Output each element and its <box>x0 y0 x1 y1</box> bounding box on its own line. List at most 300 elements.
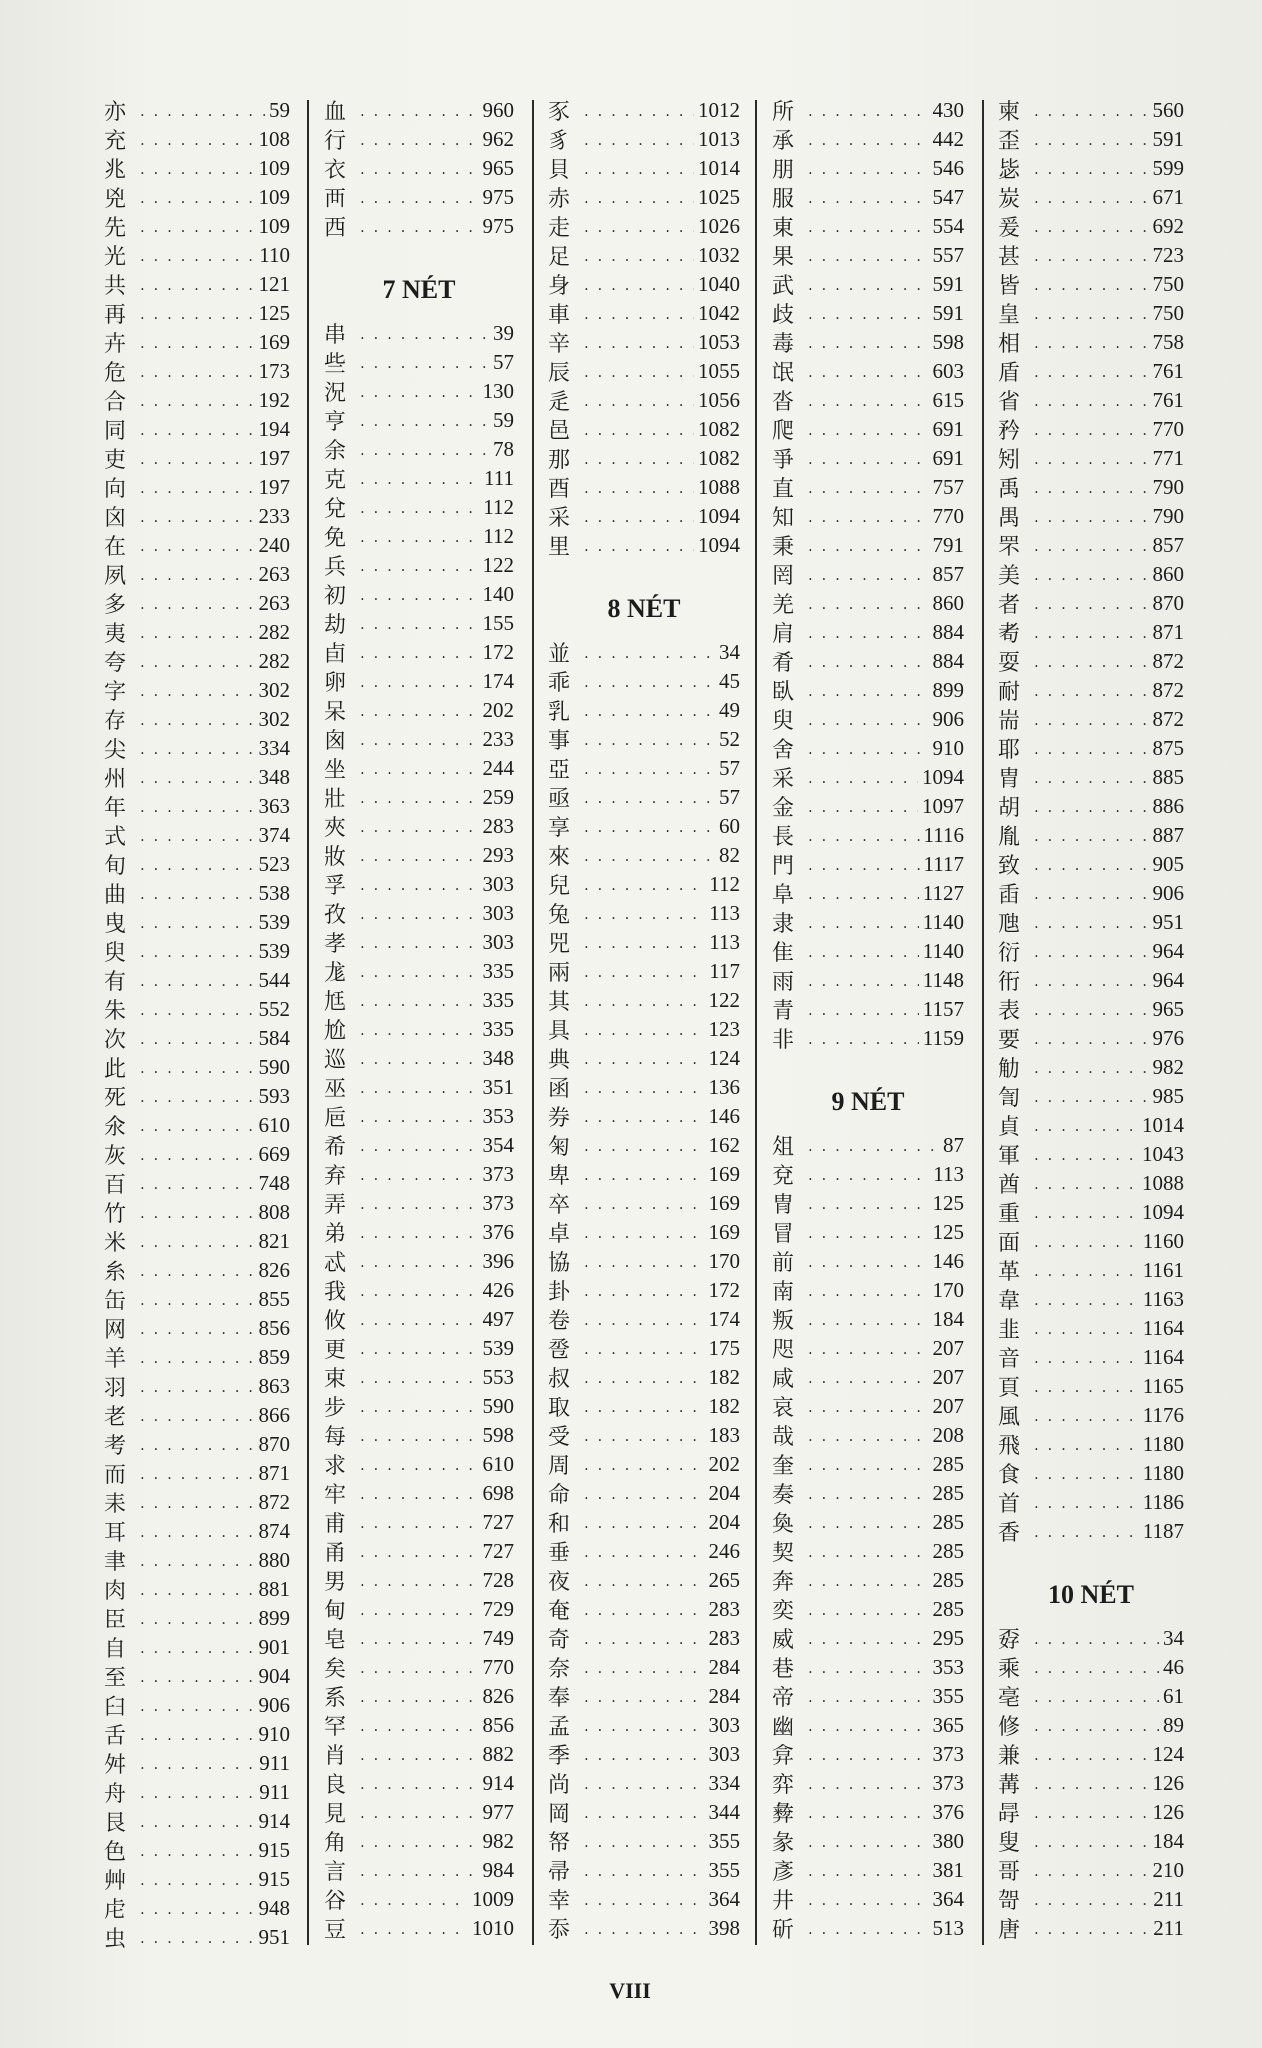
page-reference: 121 <box>258 272 290 296</box>
character: 氓 <box>772 361 795 386</box>
dot-leader <box>808 943 919 961</box>
index-entry <box>104 96 290 125</box>
index-entry <box>772 821 964 850</box>
page-reference: 870 <box>258 1432 290 1456</box>
character: 耳 <box>104 1521 127 1546</box>
page-reference: 295 <box>932 1626 964 1650</box>
character: 長 <box>772 825 795 850</box>
character: 叛 <box>772 1309 795 1334</box>
index-entry <box>104 1111 290 1140</box>
dot-leader <box>1034 537 1149 555</box>
dot-leader <box>1034 1030 1149 1048</box>
character: 冑 <box>772 1193 795 1218</box>
character: 耶 <box>998 738 1021 763</box>
index-entry <box>772 444 964 473</box>
dot-leader <box>140 392 255 410</box>
index-entry <box>548 386 740 415</box>
character: 爭 <box>772 448 795 473</box>
index-entry <box>998 1082 1184 1111</box>
index-entry <box>772 183 964 212</box>
page-reference: 204 <box>708 1510 740 1534</box>
index-entry <box>998 1517 1184 1546</box>
page-reference: 749 <box>482 1626 514 1650</box>
character: 承 <box>772 129 795 154</box>
character: 巫 <box>324 1077 347 1102</box>
index-entry <box>324 754 514 783</box>
page-reference: 355 <box>932 1684 964 1708</box>
character: 匊 <box>548 1135 571 1160</box>
dot-leader <box>584 1891 705 1909</box>
character: 豕 <box>548 100 571 125</box>
character: 光 <box>104 245 127 270</box>
index-entry <box>998 386 1184 415</box>
index-entry <box>998 299 1184 328</box>
character: 隶 <box>772 912 795 937</box>
index-entry <box>324 154 514 183</box>
dot-leader <box>360 789 479 807</box>
index-entry <box>548 1885 740 1914</box>
character: 周 <box>548 1454 571 1479</box>
stroke-count-heading: 9 NÉT <box>831 1087 905 1116</box>
dot-leader <box>808 1891 929 1909</box>
character: 亳 <box>998 1686 1021 1711</box>
page-reference: 108 <box>258 127 290 151</box>
page-reference: 192 <box>258 388 290 412</box>
character: 孚 <box>324 874 347 899</box>
character: 攸 <box>324 1309 347 1334</box>
character: 井 <box>772 1889 795 1914</box>
dot-leader <box>360 934 479 952</box>
dot-leader <box>360 1920 468 1938</box>
dot-leader <box>1034 1775 1149 1793</box>
character: 字 <box>104 680 127 705</box>
index-entry <box>548 986 740 1015</box>
dot-leader <box>1034 566 1149 584</box>
index-entry <box>324 551 514 580</box>
page-reference: 886 <box>1152 794 1184 818</box>
index-entry <box>104 270 290 299</box>
page-reference: 1117 <box>923 852 964 876</box>
dot-leader <box>808 1166 929 1184</box>
index-entry <box>324 212 514 241</box>
dot-leader <box>360 905 479 923</box>
character: 亨 <box>324 410 347 435</box>
index-entry <box>324 986 514 1015</box>
dot-leader <box>140 914 255 932</box>
index-entry <box>772 618 964 647</box>
page-reference: 174 <box>482 669 514 693</box>
index-entry <box>548 1740 740 1769</box>
page-reference: 124 <box>1152 1742 1184 1766</box>
character: 省 <box>998 390 1021 415</box>
dot-leader <box>808 1543 929 1561</box>
page-reference: 960 <box>482 98 514 122</box>
index-entry <box>104 1198 290 1227</box>
index-column-3 <box>548 96 740 1943</box>
dot-leader <box>584 1688 705 1706</box>
index-entry <box>548 1653 740 1682</box>
page-reference: 962 <box>482 127 514 151</box>
character: 尪 <box>324 990 347 1015</box>
dot-leader <box>360 1833 479 1851</box>
index-entry <box>772 1740 964 1769</box>
character: 身 <box>548 274 571 299</box>
dot-leader <box>584 1108 705 1126</box>
page-reference: 344 <box>708 1800 740 1824</box>
page-reference: 57 <box>719 756 740 780</box>
character: 炭 <box>998 187 1021 212</box>
index-entry <box>998 125 1184 154</box>
character: 系 <box>324 1686 347 1711</box>
dot-leader <box>140 1552 255 1570</box>
page-reference: 173 <box>258 359 290 383</box>
index-entry <box>548 1450 740 1479</box>
page-reference: 109 <box>258 156 290 180</box>
character: 皆 <box>998 274 1021 299</box>
page-reference: 552 <box>258 997 290 1021</box>
index-entry <box>324 1885 514 1914</box>
dot-leader <box>584 1398 705 1416</box>
character: 奔 <box>772 1570 795 1595</box>
character: 良 <box>324 1773 347 1798</box>
index-entry <box>324 1798 514 1827</box>
dot-leader <box>808 1601 929 1619</box>
index-entry <box>998 1740 1184 1769</box>
index-entry <box>324 1218 514 1247</box>
character: 服 <box>772 187 795 212</box>
dot-leader <box>808 1369 929 1387</box>
index-entry <box>772 531 964 560</box>
index-entry <box>998 1256 1184 1285</box>
character: 函 <box>548 1077 571 1102</box>
page-reference: 872 <box>1152 707 1184 731</box>
dot-leader <box>808 305 929 323</box>
dot-leader <box>1034 421 1149 439</box>
character: 年 <box>104 796 127 821</box>
dot-leader <box>1034 798 1149 816</box>
index-entry <box>548 957 740 986</box>
index-entry <box>998 1227 1184 1256</box>
index-entry <box>772 647 964 676</box>
page-reference: 1164 <box>1142 1316 1184 1340</box>
stroke-count-heading: 8 NÉT <box>607 594 681 623</box>
index-column-1 <box>104 96 290 1952</box>
character: 坐 <box>324 758 347 783</box>
page-reference: 61 <box>1163 1684 1184 1708</box>
index-entry <box>324 1044 514 1073</box>
index-entry <box>772 966 964 995</box>
page-reference: 172 <box>708 1278 740 1302</box>
index-entry <box>324 783 514 812</box>
dot-leader <box>140 1668 255 1686</box>
index-entry <box>104 589 290 618</box>
index-entry <box>548 1044 740 1073</box>
index-entry <box>324 348 514 377</box>
character: 老 <box>104 1405 127 1430</box>
index-entry <box>548 1624 740 1653</box>
dot-leader <box>360 731 479 749</box>
page-reference: 906 <box>932 707 964 731</box>
character: 彥 <box>772 1860 795 1885</box>
character: 果 <box>772 245 795 270</box>
page-reference: 975 <box>482 185 514 209</box>
index-entry <box>772 1363 964 1392</box>
index-entry <box>772 1024 964 1053</box>
index-entry <box>324 377 514 406</box>
dot-leader <box>140 1494 255 1512</box>
index-entry <box>324 725 514 754</box>
index-entry <box>324 522 514 551</box>
page-reference: 985 <box>1152 1084 1184 1108</box>
character: 非 <box>772 1028 795 1053</box>
index-entry <box>548 1218 740 1247</box>
index-entry <box>104 212 290 241</box>
page-reference: 111 <box>484 466 514 490</box>
index-entry <box>548 1798 740 1827</box>
dot-leader <box>808 711 929 729</box>
index-entry <box>548 696 740 725</box>
dot-leader <box>1034 160 1149 178</box>
dot-leader <box>584 1224 705 1242</box>
dot-leader <box>1034 363 1149 381</box>
page-reference: 553 <box>482 1365 514 1389</box>
index-entry <box>772 908 964 937</box>
index-entry <box>772 241 964 270</box>
character: 表 <box>998 999 1021 1024</box>
character: 卺 <box>548 1338 571 1363</box>
index-entry <box>324 183 514 212</box>
character: 修 <box>998 1715 1021 1740</box>
dot-leader <box>140 1784 255 1802</box>
page-reference: 125 <box>932 1191 964 1215</box>
page-reference: 174 <box>708 1307 740 1331</box>
character: 克 <box>324 468 347 493</box>
page-reference: 905 <box>1152 852 1184 876</box>
character: 弃 <box>324 1164 347 1189</box>
page-reference: 113 <box>709 930 740 954</box>
page-reference: 1180 <box>1142 1461 1184 1485</box>
index-entry <box>548 1595 740 1624</box>
dot-leader <box>584 1717 705 1735</box>
page-reference: 1026 <box>698 214 740 238</box>
dot-leader <box>1034 914 1149 932</box>
index-entry <box>548 899 740 928</box>
index-entry <box>772 850 964 879</box>
page-reference: 901 <box>258 1635 290 1659</box>
index-entry <box>104 821 290 850</box>
index-entry <box>104 502 290 531</box>
dot-leader <box>360 760 479 778</box>
character: 協 <box>548 1251 571 1276</box>
index-entry <box>324 1305 514 1334</box>
dot-leader <box>808 1427 929 1445</box>
dot-leader <box>1034 334 1149 352</box>
page-reference: 117 <box>709 959 740 983</box>
index-entry <box>998 560 1184 589</box>
index-entry <box>772 357 964 386</box>
index-entry <box>998 589 1184 618</box>
page-reference: 285 <box>932 1597 964 1621</box>
page-reference: 169 <box>708 1162 740 1186</box>
page-reference: 240 <box>258 533 290 557</box>
dot-leader <box>808 1688 929 1706</box>
page-reference: 123 <box>708 1017 740 1041</box>
index-entry <box>772 1914 964 1943</box>
index-entry <box>324 1537 514 1566</box>
dot-leader <box>1034 1175 1138 1193</box>
page-reference: 870 <box>1152 591 1184 615</box>
dot-leader <box>140 1581 255 1599</box>
dot-leader <box>584 276 694 294</box>
index-entry <box>772 1827 964 1856</box>
index-entry <box>772 1450 964 1479</box>
character: 岡 <box>548 1802 571 1827</box>
index-entry <box>998 647 1184 676</box>
character: 至 <box>104 1666 127 1691</box>
index-entry <box>772 1392 964 1421</box>
dot-leader <box>1034 1804 1149 1822</box>
index-entry <box>324 957 514 986</box>
index-entry <box>104 531 290 560</box>
index-entry <box>998 1459 1184 1488</box>
page-reference: 1127 <box>922 881 964 905</box>
index-entry <box>998 1314 1184 1343</box>
dot-leader <box>1034 1320 1139 1338</box>
page-reference: 610 <box>258 1113 290 1137</box>
index-entry <box>548 1914 740 1943</box>
dot-leader <box>360 673 479 691</box>
character: 在 <box>104 535 127 560</box>
character: 自 <box>104 1637 127 1662</box>
page-reference: 363 <box>258 794 290 818</box>
section-gap <box>548 560 740 580</box>
index-entry <box>998 821 1184 850</box>
character: 襾 <box>324 187 347 212</box>
character: 同 <box>104 419 127 444</box>
character: 羊 <box>104 1347 127 1372</box>
dot-leader <box>140 1929 255 1947</box>
dot-leader <box>584 1166 705 1184</box>
page-reference: 381 <box>932 1858 964 1882</box>
character: 矣 <box>324 1657 347 1682</box>
index-entry <box>324 1682 514 1711</box>
character: 艸 <box>104 1869 127 1894</box>
index-entry <box>548 1479 740 1508</box>
character: 歪 <box>998 129 1021 154</box>
character: 呆 <box>324 700 347 725</box>
page-reference: 727 <box>482 1510 514 1534</box>
index-entry <box>104 415 290 444</box>
character: 竹 <box>104 1202 127 1227</box>
dot-leader <box>140 276 255 294</box>
character: 次 <box>104 1028 127 1053</box>
dot-leader <box>140 160 255 178</box>
dot-leader <box>1034 1233 1139 1251</box>
dot-leader <box>1034 624 1149 642</box>
character: 韋 <box>998 1289 1021 1314</box>
dot-leader <box>1034 972 1149 990</box>
character: 哿 <box>998 1889 1021 1914</box>
dot-leader <box>808 827 920 845</box>
index-entry <box>772 1769 964 1798</box>
character: 兩 <box>548 961 571 986</box>
character: 曲 <box>104 883 127 908</box>
dot-leader <box>808 682 929 700</box>
character: 卒 <box>548 1193 571 1218</box>
index-entry <box>772 560 964 589</box>
character: 兒 <box>548 874 571 899</box>
index-entry <box>998 1285 1184 1314</box>
character: 亞 <box>548 758 571 783</box>
page-reference: 598 <box>482 1423 514 1447</box>
index-entry <box>324 1015 514 1044</box>
dot-leader <box>140 624 255 642</box>
index-entry <box>772 1218 964 1247</box>
dot-leader <box>140 1175 255 1193</box>
character: 罘 <box>998 535 1021 560</box>
page-reference: 859 <box>258 1345 290 1369</box>
page-reference: 52 <box>719 727 740 751</box>
page-reference: 169 <box>708 1191 740 1215</box>
index-entry <box>104 1662 290 1691</box>
character: 叔 <box>548 1367 571 1392</box>
character: 舌 <box>104 1724 127 1749</box>
dot-leader <box>808 189 929 207</box>
page-reference: 426 <box>482 1278 514 1302</box>
index-entry <box>548 502 740 531</box>
dot-leader <box>140 1610 255 1628</box>
character: 危 <box>104 361 127 386</box>
dot-leader <box>360 1166 479 1184</box>
index-entry <box>324 899 514 928</box>
page-reference: 1140 <box>922 939 964 963</box>
dot-leader <box>140 1523 255 1541</box>
index-entry <box>548 444 740 473</box>
page-reference: 691 <box>932 446 964 470</box>
dot-leader <box>584 1079 705 1097</box>
page-reference: 860 <box>932 591 964 615</box>
dot-leader <box>1034 1630 1159 1648</box>
page-reference: 334 <box>708 1771 740 1795</box>
dot-leader <box>1034 1465 1139 1483</box>
page-reference: 207 <box>932 1394 964 1418</box>
dot-leader <box>360 992 479 1010</box>
page-reference: 557 <box>932 243 964 267</box>
character: 忒 <box>324 1251 347 1276</box>
dot-leader <box>584 1369 705 1387</box>
index-entry <box>104 1720 290 1749</box>
page-reference: 538 <box>258 881 290 905</box>
index-entry <box>548 870 740 899</box>
page-reference: 872 <box>1152 649 1184 673</box>
page-reference: 911 <box>259 1780 290 1804</box>
index-entry <box>772 1653 964 1682</box>
index-entry <box>998 212 1184 241</box>
character: 旬 <box>104 854 127 879</box>
dot-leader <box>808 566 929 584</box>
dot-leader <box>140 102 265 120</box>
index-entry <box>548 1334 740 1363</box>
index-entry <box>998 328 1184 357</box>
index-entry <box>104 937 290 966</box>
dot-leader <box>808 131 929 149</box>
character: 觔 <box>998 1057 1021 1082</box>
dot-leader <box>808 334 929 352</box>
dot-leader <box>1034 1117 1138 1135</box>
page-reference: 1148 <box>922 968 964 992</box>
index-entry <box>772 1537 964 1566</box>
character: 劫 <box>324 613 347 638</box>
